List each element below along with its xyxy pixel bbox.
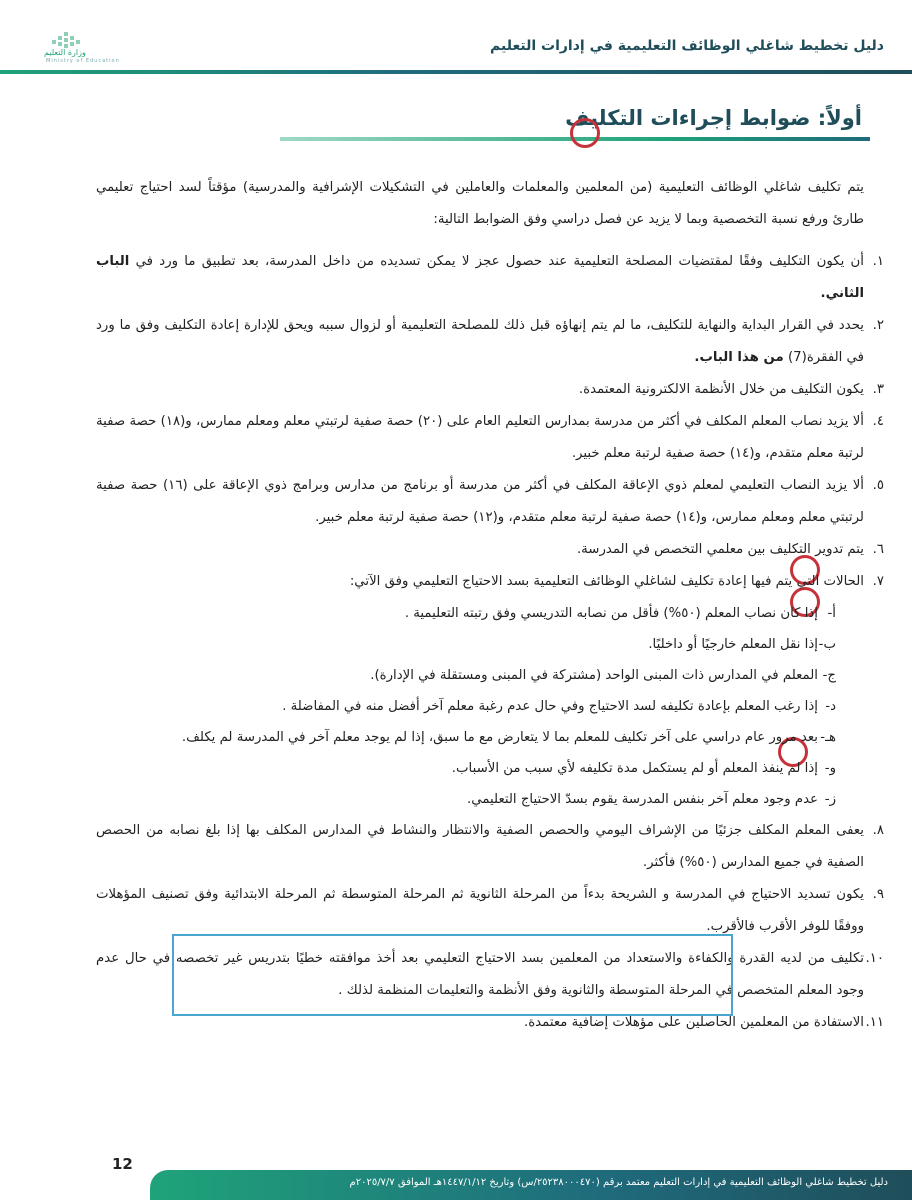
sub-text: إذا رغب المعلم بإعادة تكليفه لسد الاحتياج وفي حال عدم رغبة معلم آخر أفضل منه في المفاضلة . xyxy=(282,699,818,714)
item-number: ١٠. xyxy=(865,951,884,966)
intro-paragraph: يتم تكليف شاغلي الوظائف التعليمية (من المعلمين والمعلمات والعاملين في التشكيلات الإشرافية والمدرسية) مؤقتاً لسد احتياج تعليمي طارئ ورفع نسبة التخصصية وبما لا يزيد عن فصل دراسي وفق الضوابط التالية: xyxy=(96,180,864,227)
list-item xyxy=(96,406,884,470)
sub-letter: أ- xyxy=(827,606,836,621)
page-number: 12 xyxy=(112,1155,133,1173)
footer-text: دليل تخطيط شاغلي الوظائف التعليمية في إدارات التعليم معتمد برقم (٢٥٢٣٨٠٠٠٤٧٠/س) وتاريخ ١٤٤٧/١/١٢هـ الموافق ٢٠٢٥/٧/٧م xyxy=(349,1177,888,1188)
list-item xyxy=(96,310,884,374)
item-text: يكون تسديد الاحتياج في المدرسة و الشريحة بدءاً من المرحلة الثانوية ثم المرحلة المتوسطة ثم المرحلة الابتدائية وفق تصنيف المؤهلات ووفقًا للوفر الأقرب فالأقرب. xyxy=(96,887,864,934)
section-title: أولاً: ضوابط إجراءات التكليف xyxy=(565,106,862,130)
item-text: يتم تدوير التكليف بين معلمي التخصص في المدرسة. xyxy=(576,542,864,557)
highlight-box xyxy=(172,934,733,1016)
item-text: تكليف من لديه القدرة والكفاءة والاستعداد من المعلمين بسد الاحتياج التعليمي بعد أخذ موافقته خطيًا بتدريس غير تخصصه في حال عدم وجود المعلم المتخصص في المرحلة المتوسطة والثانوية وفق الأنظمة والتعليمات المنظمة لذلك . xyxy=(96,951,864,998)
header-divider xyxy=(0,70,912,74)
sub-text: إذا نقل المعلم خارجيًا أو داخليًا. xyxy=(648,637,818,652)
sub-item xyxy=(96,691,836,722)
item-emphasis: من هذا الباب. xyxy=(694,350,784,365)
sub-item xyxy=(96,784,836,815)
item-text: يعفى المعلم المكلف جزئيًا من الإشراف اليومي والحصص الصفية والانتظار والنشاط في المدارس المكلف بها إذا بلغ نصابه من الحصص الصفية في جميع المدارس (٥٠%) فأكثر. xyxy=(96,823,864,870)
sub-letter: هـ- xyxy=(820,730,836,745)
sub-item xyxy=(96,753,836,784)
header-title: دليل تخطيط شاغلي الوظائف التعليمية في إدارات التعليم xyxy=(490,38,884,54)
sub-letter: ب- xyxy=(818,637,836,652)
annotation-circle xyxy=(570,118,600,148)
item-text: ألا يزيد نصاب المعلم المكلف في أكثر من مدرسة بمدارس التعليم العام على (٢٠) حصة صفية لرتبتي معلم ومعلم ممارس، و(١٨) حصة صفية لرتبة معلم متقدم، و(١٤) حصة صفية لرتبة معلم خبير. xyxy=(96,414,864,461)
sub-letter: ج- xyxy=(822,668,836,683)
item-number: ٣. xyxy=(872,382,884,397)
item-number: ٥. xyxy=(872,478,884,493)
item-text: الاستفادة من المعلمين الحاصلين على مؤهلات إضافية معتمدة. xyxy=(523,1015,864,1030)
sub-text: إذا لم ينفذ المعلم أو لم يستكمل مدة تكليفه لأي سبب من الأسباب. xyxy=(451,761,818,776)
list-item xyxy=(96,815,884,879)
list-item xyxy=(96,566,884,598)
sub-item xyxy=(96,598,836,629)
item-emphasis: الباب الثاني. xyxy=(96,254,864,301)
item-number: ٦. xyxy=(872,542,884,557)
item-number: ٤. xyxy=(872,414,884,429)
item-number: ١١. xyxy=(865,1015,884,1030)
item-text: يحدد في القرار البداية والنهاية للتكليف، ما لم يتم إنهاؤه قبل ذلك للمصلحة التعليمية أو لزوال سببه ويحق للإدارة إعادة التكليف وفق ما ورد في الفقرة(7) xyxy=(96,318,864,365)
sub-letter: د- xyxy=(825,699,836,714)
item-text: أن يكون التكليف وفقًا لمقتضيات المصلحة التعليمية عند حصول عجز لا يمكن تسديده من داخل المدرسة، بعد تطبيق ما ورد في xyxy=(135,254,864,269)
sub-letter: ز- xyxy=(824,792,836,807)
item-number: ٨. xyxy=(872,823,884,838)
item-number: ٢. xyxy=(872,318,884,333)
sub-letter: و- xyxy=(824,761,836,776)
sub-item xyxy=(96,629,836,660)
logo-text: وزارة التعليم xyxy=(44,48,86,57)
document-body xyxy=(96,172,884,1039)
list-item xyxy=(96,246,884,310)
item-number: ١. xyxy=(872,254,884,269)
item-text: الحالات التي يتم فيها إعادة تكليف لشاغلي الوظائف التعليمية بسد الاحتياج التعليمي وفق الآتي: xyxy=(349,574,864,589)
item-number: ٧. xyxy=(872,574,884,589)
item-text: يكون التكليف من خلال الأنظمة الالكترونية المعتمدة. xyxy=(578,382,864,397)
item-number: ٩. xyxy=(872,887,884,902)
sub-item xyxy=(96,722,836,753)
list-item xyxy=(96,374,884,406)
sub-text: عدم وجود معلم آخر بنفس المدرسة يقوم بسدّ الاحتياج التعليمي. xyxy=(467,792,818,807)
list-item xyxy=(96,534,884,566)
sub-text: المعلم في المدارس ذات المبنى الواحد (مشتركة في المبنى ومستقلة في الإدارة). xyxy=(370,668,818,683)
list-item xyxy=(96,470,884,534)
sub-item xyxy=(96,660,836,691)
item-text: ألا يزيد النصاب التعليمي لمعلم ذوي الإعاقة المكلف في أكثر من مدرسة أو برنامج من مدارس وبرامج ذوي الإعاقة على (١٦) حصة صفية لرتبتي معلم ومعلم ممارس، و(١٤) حصة صفية لرتبة معلم متقدم، و(١٢) حصة صفية لرتبة معلم خبير. xyxy=(96,478,864,525)
sub-text: بعد مرور عام دراسي على آخر تكليف للمعلم بما لا يتعارض مع ما سبق، إذا لم يوجد معلم آخر في المدرسة لم يكلف. xyxy=(181,730,818,745)
sub-text: إذا كان نصاب المعلم (٥٠%) فأقل من نصابه التدريسي وفق رتبته التعليمية . xyxy=(404,606,818,621)
footer-band xyxy=(150,1170,912,1200)
logo-subtext: Ministry of Education xyxy=(46,58,120,64)
